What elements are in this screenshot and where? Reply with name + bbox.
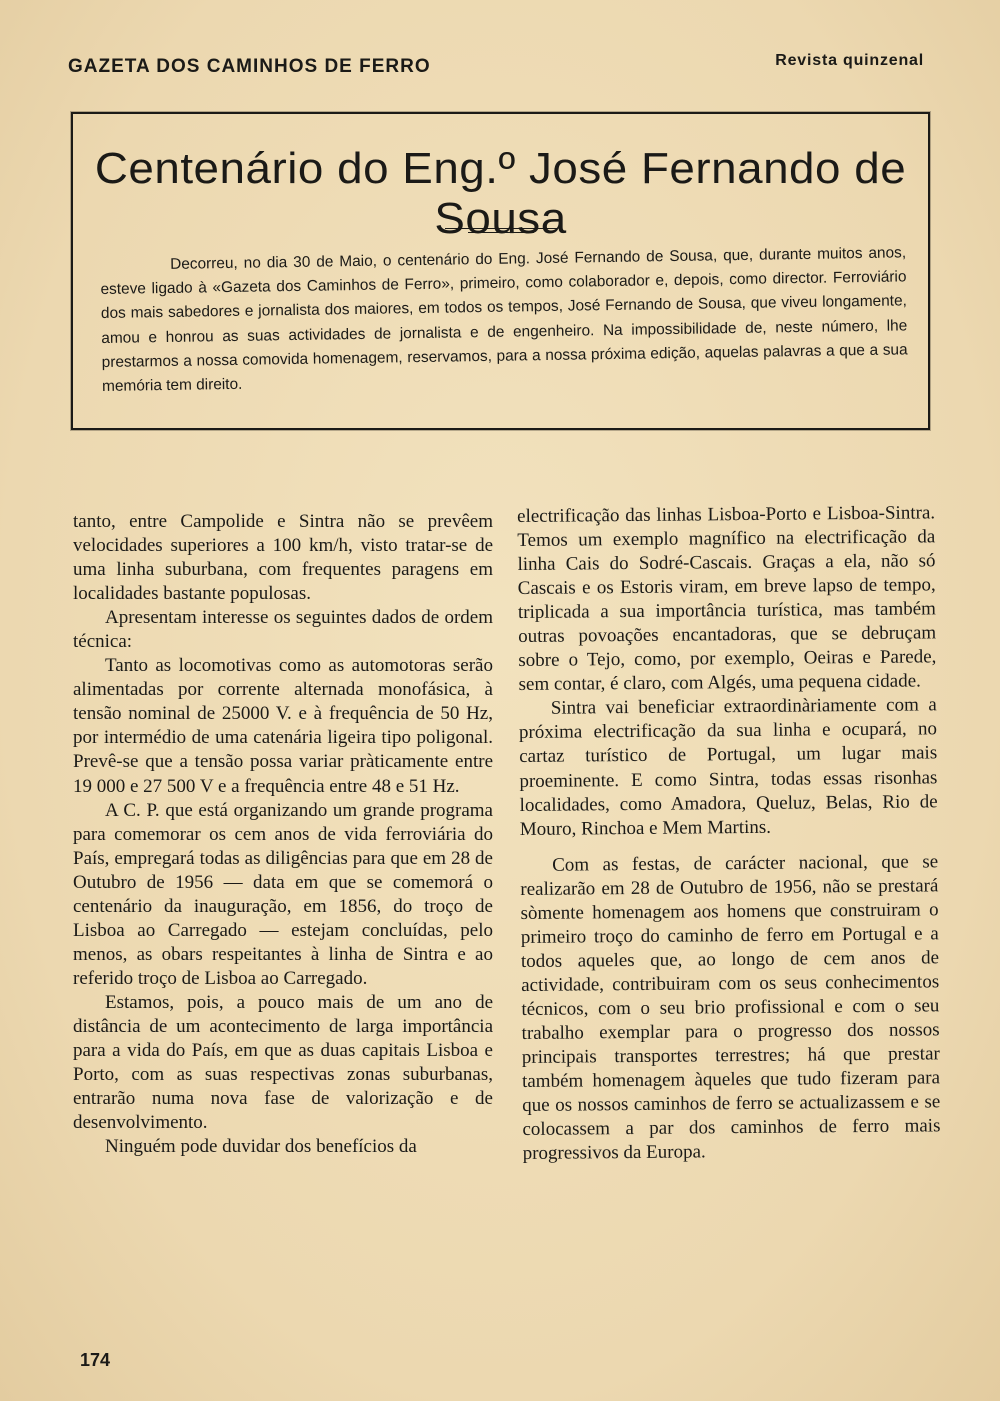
article-paragraph: Tanto as locomotivas como as automotoras serão alimentadas por corrente alternada monofásica, à tensão nominal de 25000 V. e à frequência de 50 Hz, por intermédio de uma catenária ligeira tipo poligonal. Prevê-se que a tensão possa variar pràticamente entre 19 000 e 27 500 V e a frequência entre 48 e 51 Hz. [73,655,493,797]
article-right-column [517,501,941,1166]
article-paragraph: tanto, entre Campolide e Sintra não se prevêem velocidades superiores a 100 km/h, visto tratar-se de uma linha suburbana, com frequentes paragens em localidades bastante populosas. [73,511,493,605]
page-number: 174 [80,1350,111,1370]
article-paragraph: Apresentam interesse os seguintes dados de ordem técnica: [73,607,493,653]
article-left-column [73,510,493,1159]
article-paragraph: Sintra vai beneficiar extraordinàriamente com a próxima electrificação da sua linha e ocupará, no cartaz turístico de Portugal, um lugar mais proeminente. E como Sintra, todas essas risonhas localidades, como Amadora, Queluz, Belas, Rio de Mouro, Rinchoa e Mem Martins. [518,694,938,840]
centenary-notice-box [71,112,930,430]
article-paragraph: Estamos, pois, a pouco mais de um ano de distância de um acontecimento de larga importância para a vida do País, em que as duas capitais Lisboa e Porto, com as suas respectivas zonas suburbanas, entrarão numa nova fase de valorização e de desenvolvimento. [73,991,493,1134]
notice-title: Centenário do Eng.º José Fernando de Sousa [94,144,907,243]
article-paragraph: Ninguém pode duvidar dos benefícios da [105,1136,417,1158]
title-divider-inner [468,232,534,233]
article-paragraph: electrificação das linhas Lisboa-Porto e Lisboa-Sintra. Temos um exemplo magnífico na electrificação da linha Cais do Sodré-Cascais. Graças a ela, não só Cascais e os Estoris viram, em breve lapso de tempo, triplicada a sua importância turística, mas também outras povoações encantadoras, que se debruçam sobre o Tejo, como, por exemplo, Oeiras e Parede, sem contar, é claro, com Algés, uma pequena cidade. [517,502,937,696]
journal-name: GAZETA DOS CAMINHOS DE FERRO [68,56,431,77]
notice-text: Decorreu, no dia 30 de Maio, o centenário do Eng. José Fernando de Sousa, que, durante muitos anos, esteve ligado à «Gazeta dos Caminhos de Ferro», primeiro, como colaborador e, depois, como director. Ferroviário dos mais sabedores e jornalista dos maiores, em todos os tempos, José Fernando de Sousa, que viveu longamente, amou e honrou as suas actividades de jornalista e de engenheiro. Na impossibilidade de, neste número, lhe prestarmos a nossa comovida homenagem, reservamos, para a nossa próxima edição, aquelas palavras a que a sua memória tem direito. [100,244,908,395]
title-divider [445,228,557,229]
article-paragraph: Com as festas, de carácter nacional, que se realizarão em 28 de Outubro de 1956, não se prestará sòmente homenagem aos homens que construiram o primeiro troço do caminho de ferro em Portugal e a todos aqueles que, ao longo de cem anos de actividade, contribuiram com os seus conhecimentos técnicos, com o seu brio profissional e com o seu trabalho exemplar para o progresso dos nossos principais transportes terrestres; há que prestar também homenagem àqueles que tudo fizeram para que os nossos caminhos de ferro se actualizassem e se colocassem a par dos caminhos de ferro mais progressivos da Europa. [520,850,941,1165]
running-header [68,54,930,82]
article-paragraph: A C. P. que está organizando um grande programa para comemorar os cem anos de vida ferroviária do País, empregará todas as diligências para que em 28 de Outubro de 1956 — data em que se comemorá o centenário da inauguração, em 1856, do troço de Lisboa ao Carregado — estejam concluídas, pelo menos, as obars respeitantes à linha de Sintra e ao referido troço de Lisboa ao Carregado. [73,799,493,989]
journal-tagline: Revista quinzenal [775,52,924,69]
